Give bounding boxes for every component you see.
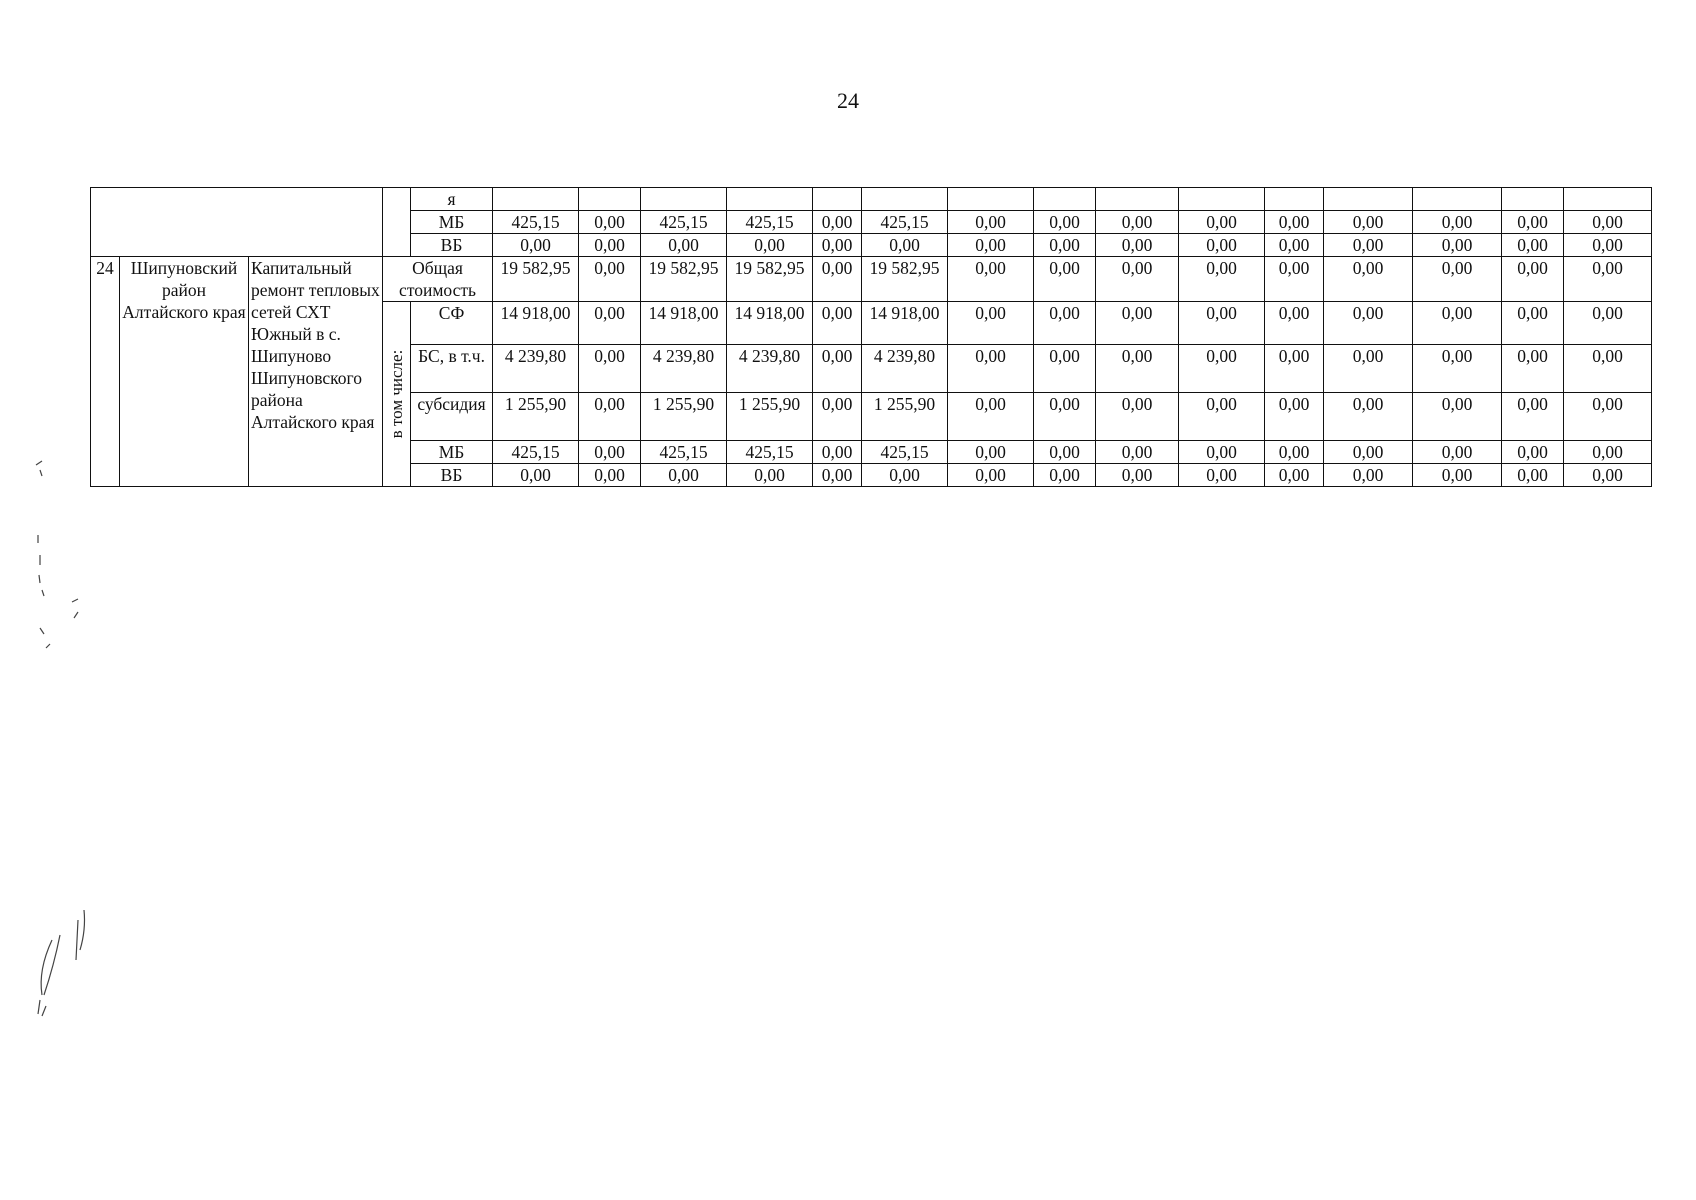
value-cell: 425,15	[641, 441, 727, 464]
row-label: ВБ	[411, 464, 493, 487]
value-cell	[727, 188, 813, 211]
value-cell	[1324, 188, 1413, 211]
value-cell: 0,00	[1179, 393, 1265, 441]
value-cell: 0,00	[579, 257, 641, 302]
value-cell: 4 239,80	[862, 345, 948, 393]
value-cell: 0,00	[1179, 211, 1265, 234]
value-cell: 0,00	[813, 441, 862, 464]
value-cell: 0,00	[813, 257, 862, 302]
value-cell: 0,00	[1413, 345, 1502, 393]
value-cell: 0,00	[1179, 257, 1265, 302]
value-cell	[862, 188, 948, 211]
row-label: я	[411, 188, 493, 211]
value-cell: 0,00	[1564, 211, 1652, 234]
value-cell: 0,00	[1096, 345, 1179, 393]
value-cell: 0,00	[948, 302, 1034, 345]
value-cell: 0,00	[1034, 211, 1096, 234]
breakdown-label: в том числе:	[386, 349, 406, 439]
value-cell: 0,00	[813, 393, 862, 441]
value-cell: 0,00	[493, 234, 579, 257]
value-cell: 0,00	[1564, 302, 1652, 345]
object-cell: Капитальный ремонт тепловых сетей СХТ Южный в с. Шипуново Шипуновского района Алтайского края	[249, 257, 383, 487]
value-cell: 0,00	[1179, 345, 1265, 393]
value-cell: 0,00	[1324, 211, 1413, 234]
value-cell: 4 239,80	[641, 345, 727, 393]
value-cell: 0,00	[1179, 302, 1265, 345]
value-cell: 0,00	[579, 234, 641, 257]
value-cell: 0,00	[1502, 393, 1564, 441]
value-cell: 0,00	[1265, 211, 1324, 234]
value-cell: 0,00	[1502, 302, 1564, 345]
value-cell: 14 918,00	[727, 302, 813, 345]
value-cell: 0,00	[1324, 393, 1413, 441]
continuation-row	[91, 188, 1652, 211]
value-cell: 0,00	[1034, 441, 1096, 464]
value-cell: 0,00	[813, 234, 862, 257]
value-cell: 0,00	[1034, 464, 1096, 487]
value-cell: 1 255,90	[641, 393, 727, 441]
value-cell: 0,00	[1265, 234, 1324, 257]
value-cell: 0,00	[641, 234, 727, 257]
value-cell: 425,15	[862, 211, 948, 234]
value-cell: 0,00	[727, 464, 813, 487]
value-cell: 0,00	[727, 234, 813, 257]
value-cell: 0,00	[948, 211, 1034, 234]
value-cell: 0,00	[1096, 441, 1179, 464]
value-cell: 0,00	[1179, 234, 1265, 257]
value-cell: 0,00	[1265, 393, 1324, 441]
value-cell: 0,00	[948, 464, 1034, 487]
row-label: СФ	[411, 302, 493, 345]
value-cell: 0,00	[1034, 234, 1096, 257]
value-cell: 0,00	[1413, 302, 1502, 345]
value-cell: 425,15	[862, 441, 948, 464]
value-cell: 0,00	[1413, 464, 1502, 487]
value-cell: 1 255,90	[493, 393, 579, 441]
value-cell: 0,00	[493, 464, 579, 487]
value-cell: 0,00	[948, 345, 1034, 393]
budget-table	[90, 187, 1652, 487]
value-cell: 0,00	[1324, 234, 1413, 257]
value-cell: 0,00	[1034, 302, 1096, 345]
value-cell: 0,00	[813, 345, 862, 393]
value-cell	[1502, 188, 1564, 211]
value-cell: 0,00	[1096, 464, 1179, 487]
value-cell	[1413, 188, 1502, 211]
value-cell: 4 239,80	[493, 345, 579, 393]
value-cell: 0,00	[1096, 393, 1179, 441]
row-label: МБ	[411, 441, 493, 464]
value-cell: 0,00	[1096, 257, 1179, 302]
value-cell: 0,00	[1564, 234, 1652, 257]
value-cell: 0,00	[579, 393, 641, 441]
value-cell: 0,00	[579, 464, 641, 487]
value-cell	[948, 188, 1034, 211]
value-cell: 0,00	[1502, 441, 1564, 464]
total-row	[91, 257, 1652, 302]
value-cell: 0,00	[1564, 257, 1652, 302]
value-cell: 0,00	[1413, 441, 1502, 464]
value-cell: 0,00	[1179, 464, 1265, 487]
value-cell: 0,00	[813, 464, 862, 487]
continuation-group-cell	[383, 188, 411, 257]
value-cell: 14 918,00	[641, 302, 727, 345]
value-cell: 0,00	[1324, 464, 1413, 487]
value-cell: 0,00	[1324, 441, 1413, 464]
value-cell: 0,00	[641, 464, 727, 487]
value-cell: 0,00	[579, 345, 641, 393]
value-cell: 0,00	[1096, 302, 1179, 345]
value-cell	[1096, 188, 1179, 211]
value-cell: 0,00	[1502, 234, 1564, 257]
row-label: БС, в т.ч.	[411, 345, 493, 393]
value-cell: 0,00	[1324, 257, 1413, 302]
value-cell: 0,00	[1179, 441, 1265, 464]
value-cell: 425,15	[641, 211, 727, 234]
entry-number: 24	[91, 257, 120, 487]
value-cell: 19 582,95	[493, 257, 579, 302]
row-label: субсидия	[411, 393, 493, 441]
value-cell: 0,00	[1324, 302, 1413, 345]
row-label: ВБ	[411, 234, 493, 257]
value-cell: 0,00	[1265, 257, 1324, 302]
value-cell: 0,00	[1413, 257, 1502, 302]
value-cell: 4 239,80	[727, 345, 813, 393]
continuation-blank-cell	[91, 188, 383, 257]
value-cell: 0,00	[1502, 257, 1564, 302]
value-cell: 0,00	[813, 302, 862, 345]
value-cell	[813, 188, 862, 211]
value-cell: 1 255,90	[727, 393, 813, 441]
page-number: 24	[837, 88, 859, 113]
value-cell: 0,00	[948, 234, 1034, 257]
district-cell: Шипуновский район Алтайского края	[120, 257, 249, 487]
value-cell: 0,00	[1034, 345, 1096, 393]
value-cell: 0,00	[1413, 211, 1502, 234]
total-label: Общая стоимость	[383, 257, 493, 302]
value-cell: 0,00	[1564, 345, 1652, 393]
value-cell: 0,00	[1502, 345, 1564, 393]
value-cell: 0,00	[1413, 234, 1502, 257]
value-cell: 0,00	[1096, 211, 1179, 234]
value-cell: 19 582,95	[862, 257, 948, 302]
value-cell: 0,00	[579, 302, 641, 345]
value-cell: 425,15	[493, 441, 579, 464]
value-cell: 425,15	[493, 211, 579, 234]
value-cell: 0,00	[1265, 345, 1324, 393]
value-cell: 0,00	[1265, 302, 1324, 345]
value-cell: 0,00	[1096, 234, 1179, 257]
value-cell: 0,00	[948, 393, 1034, 441]
value-cell: 0,00	[1502, 211, 1564, 234]
value-cell: 0,00	[1324, 345, 1413, 393]
value-cell: 14 918,00	[862, 302, 948, 345]
value-cell: 0,00	[1564, 464, 1652, 487]
value-cell: 0,00	[1034, 393, 1096, 441]
value-cell: 19 582,95	[641, 257, 727, 302]
value-cell: 0,00	[579, 441, 641, 464]
value-cell: 0,00	[1502, 464, 1564, 487]
value-cell: 0,00	[948, 257, 1034, 302]
value-cell: 0,00	[1413, 393, 1502, 441]
row-label: МБ	[411, 211, 493, 234]
value-cell: 19 582,95	[727, 257, 813, 302]
value-cell: 0,00	[1564, 441, 1652, 464]
value-cell: 0,00	[1564, 393, 1652, 441]
value-cell: 0,00	[1265, 441, 1324, 464]
breakdown-group-cell	[383, 302, 411, 487]
value-cell: 0,00	[948, 441, 1034, 464]
value-cell	[1179, 188, 1265, 211]
value-cell: 0,00	[1265, 464, 1324, 487]
value-cell	[1564, 188, 1652, 211]
value-cell: 425,15	[727, 441, 813, 464]
value-cell: 0,00	[813, 211, 862, 234]
value-cell	[1034, 188, 1096, 211]
value-cell: 1 255,90	[862, 393, 948, 441]
value-cell: 425,15	[727, 211, 813, 234]
value-cell	[641, 188, 727, 211]
value-cell	[1265, 188, 1324, 211]
value-cell: 0,00	[862, 234, 948, 257]
value-cell: 0,00	[862, 464, 948, 487]
value-cell: 0,00	[1034, 257, 1096, 302]
value-cell: 14 918,00	[493, 302, 579, 345]
value-cell	[493, 188, 579, 211]
value-cell	[579, 188, 641, 211]
value-cell: 0,00	[579, 211, 641, 234]
